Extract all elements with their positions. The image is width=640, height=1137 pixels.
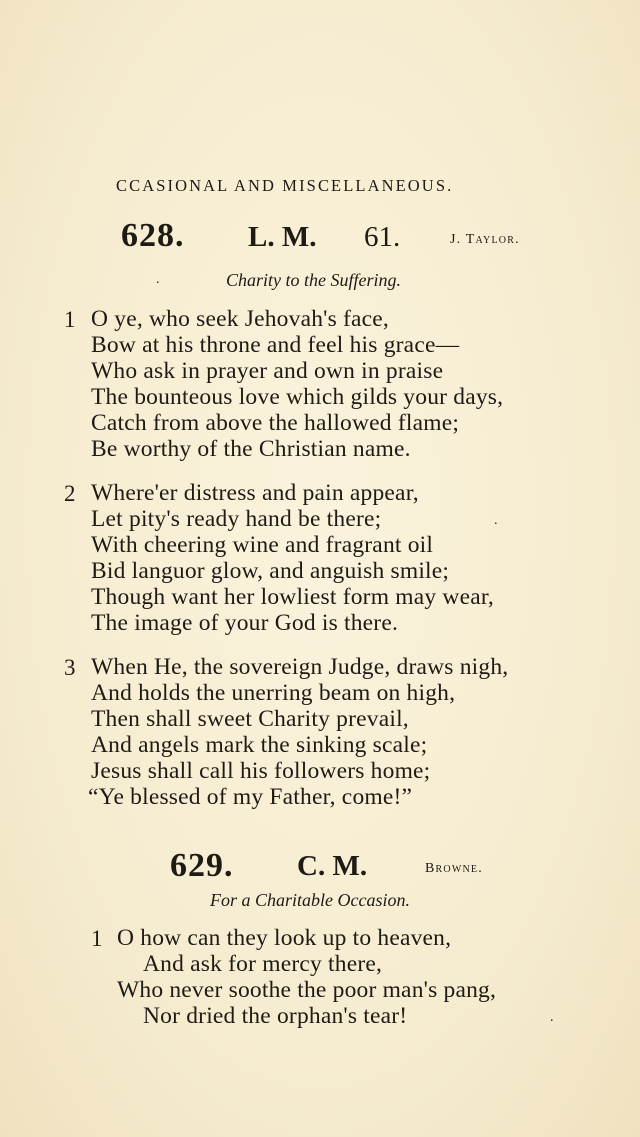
verse-line: O ye, who seek Jehovah's face, <box>91 306 390 332</box>
verse-line: “Ye blessed of my Father, come!” <box>88 784 413 810</box>
verse-line: Let pity's ready hand be there; <box>91 506 382 532</box>
verse-line: Who never soothe the poor man's pang, <box>117 977 497 1003</box>
verse-line: The bounteous love which gilds your days, <box>91 384 504 410</box>
verse-line: O how can they look up to heaven, <box>117 925 452 951</box>
verse-line: Jesus shall call his followers home; <box>91 758 431 784</box>
verse-line: When He, the sovereign Judge, draws nigh, <box>91 654 509 680</box>
running-head: CCASIONAL AND MISCELLANEOUS. <box>116 176 454 195</box>
stanza-number: 1 <box>64 307 76 332</box>
verse-line: Nor dried the orphan's tear! <box>143 1003 408 1029</box>
stray-mark: . <box>156 272 160 287</box>
hymn-subtitle: For a Charitable Occasion. <box>210 890 410 910</box>
hymn-tune: 61. <box>364 221 401 253</box>
hymn-subtitle: Charity to the Suffering. <box>226 270 401 290</box>
verse-line: With cheering wine and fragrant oil <box>91 532 434 558</box>
hymn-number: 629. <box>170 847 234 884</box>
stray-mark: . <box>494 513 498 528</box>
hymn-meter: C. M. <box>297 850 368 882</box>
hymn-meter: L. M. <box>248 221 317 253</box>
verse-line: Where'er distress and pain appear, <box>91 480 419 506</box>
verse-line: Though want her lowliest form may wear, <box>91 584 494 610</box>
verse-line: Then shall sweet Charity prevail, <box>91 706 409 732</box>
stray-mark: . <box>550 1010 554 1025</box>
stanza-number: 2 <box>64 481 76 506</box>
hymn-author: Browne. <box>425 861 483 876</box>
verse-line: Be worthy of the Christian name. <box>91 436 411 462</box>
hymn-number: 628. <box>121 217 185 254</box>
verse-line: Bow at his throne and feel his grace— <box>91 332 460 358</box>
stanza-number: 3 <box>64 655 76 680</box>
verse-line: The image of your God is there. <box>91 610 399 636</box>
hymn-author: J. Taylor. <box>450 232 520 247</box>
verse-line: Who ask in prayer and own in praise <box>91 358 444 384</box>
verse-line: Catch from above the hallowed flame; <box>91 410 460 436</box>
verse-line: And ask for mercy there, <box>143 951 383 977</box>
verse-line: And angels mark the sinking scale; <box>91 732 428 758</box>
verse-line: Bid languor glow, and anguish smile; <box>91 558 450 584</box>
verse-line: And holds the unerring beam on high, <box>91 680 456 706</box>
stanza-number: 1 <box>91 926 103 951</box>
